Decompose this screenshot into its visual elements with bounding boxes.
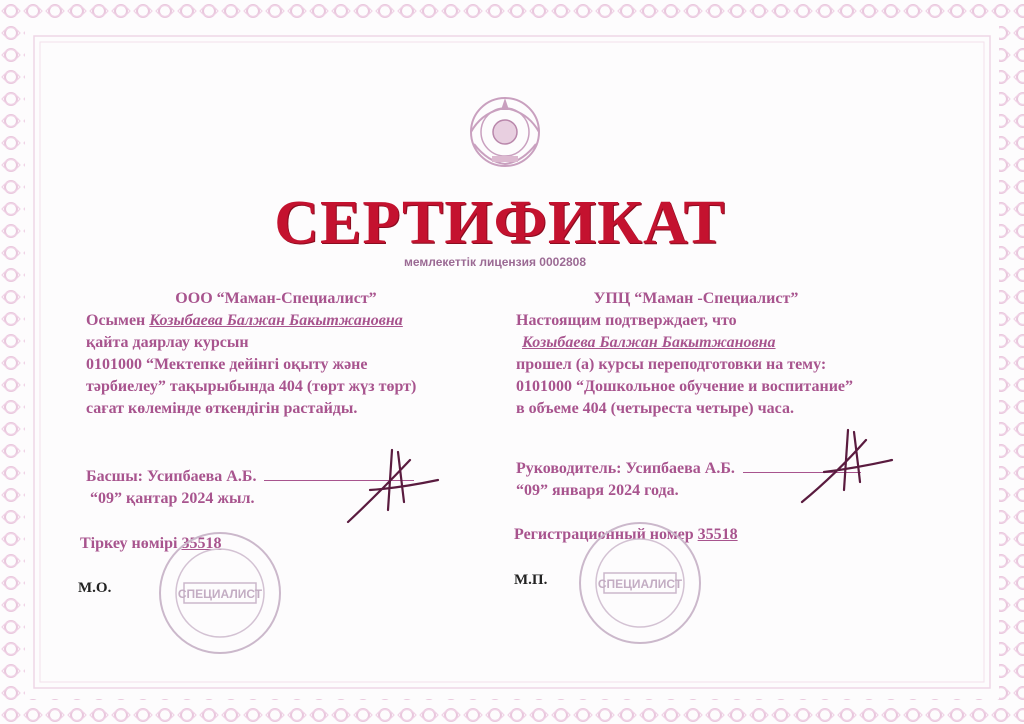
right-org-name: УПЦ “Маман -Специалист” bbox=[593, 290, 799, 307]
left-date: “09” қантар 2024 жыл. bbox=[90, 490, 255, 507]
left-text-line: 0101000 “Мектепке дейінгі оқыту және bbox=[86, 356, 368, 373]
left-handwritten-signature-icon bbox=[340, 440, 440, 530]
left-text-line: сағат көлемінде өткендігін растайды. bbox=[86, 400, 358, 417]
right-text-line: в объеме 404 (четыреста четыре) часа. bbox=[516, 400, 794, 417]
right-round-stamp-icon bbox=[560, 518, 720, 648]
left-line-prefix: Осымен bbox=[86, 312, 146, 329]
right-text-line: прошел (а) курсы переподготовки на тему: bbox=[516, 356, 827, 373]
left-round-stamp-icon bbox=[140, 528, 300, 658]
right-text-line: 0101000 “Дошкольное обучение и воспитание” bbox=[516, 378, 854, 395]
left-recipient-name: Козыбаева Балжан Бакытжановна bbox=[149, 312, 403, 329]
left-text-line: тәрбиелеу” тақырыбында 404 (төрт жүз төрт) bbox=[86, 378, 417, 395]
license-number: мемлекеттік лицензия 0002808 bbox=[403, 255, 587, 269]
right-reg-label: Регистрационный номер bbox=[514, 526, 694, 543]
left-seal-mark: М.О. bbox=[78, 580, 112, 596]
left-reg-label: Тіркеу нөмірі bbox=[80, 535, 178, 552]
right-column-russian bbox=[516, 288, 936, 420]
left-org-name: ООО “Маман-Специалист” bbox=[175, 290, 377, 307]
right-text-line: Настоящим подтверждает, что bbox=[516, 312, 737, 329]
right-head-label: Руководитель: Усипбаева А.Б. bbox=[516, 460, 735, 477]
left-head-label: Басшы: Усипбаева А.Б. bbox=[86, 468, 257, 485]
certificate-title: СЕРТИФИКАТ bbox=[274, 189, 726, 257]
right-seal-mark: М.П. bbox=[514, 572, 548, 588]
left-text-line: қайта даярлау курсын bbox=[86, 334, 249, 351]
right-recipient-name: Козыбаева Балжан Бакытжановна bbox=[522, 334, 776, 351]
left-reg-number: 35518 bbox=[181, 535, 222, 552]
left-stamp-text: СПЕЦИАЛИСТ bbox=[177, 587, 263, 601]
right-handwritten-signature-icon bbox=[796, 424, 896, 514]
right-date: “09” января 2024 года. bbox=[516, 482, 679, 499]
state-emblem-icon bbox=[462, 92, 548, 170]
left-text-line bbox=[86, 310, 506, 332]
right-reg-number: 35518 bbox=[697, 526, 738, 543]
right-stamp-text: СПЕЦИАЛИСТ bbox=[597, 577, 683, 591]
left-column-kazakh bbox=[86, 288, 506, 420]
